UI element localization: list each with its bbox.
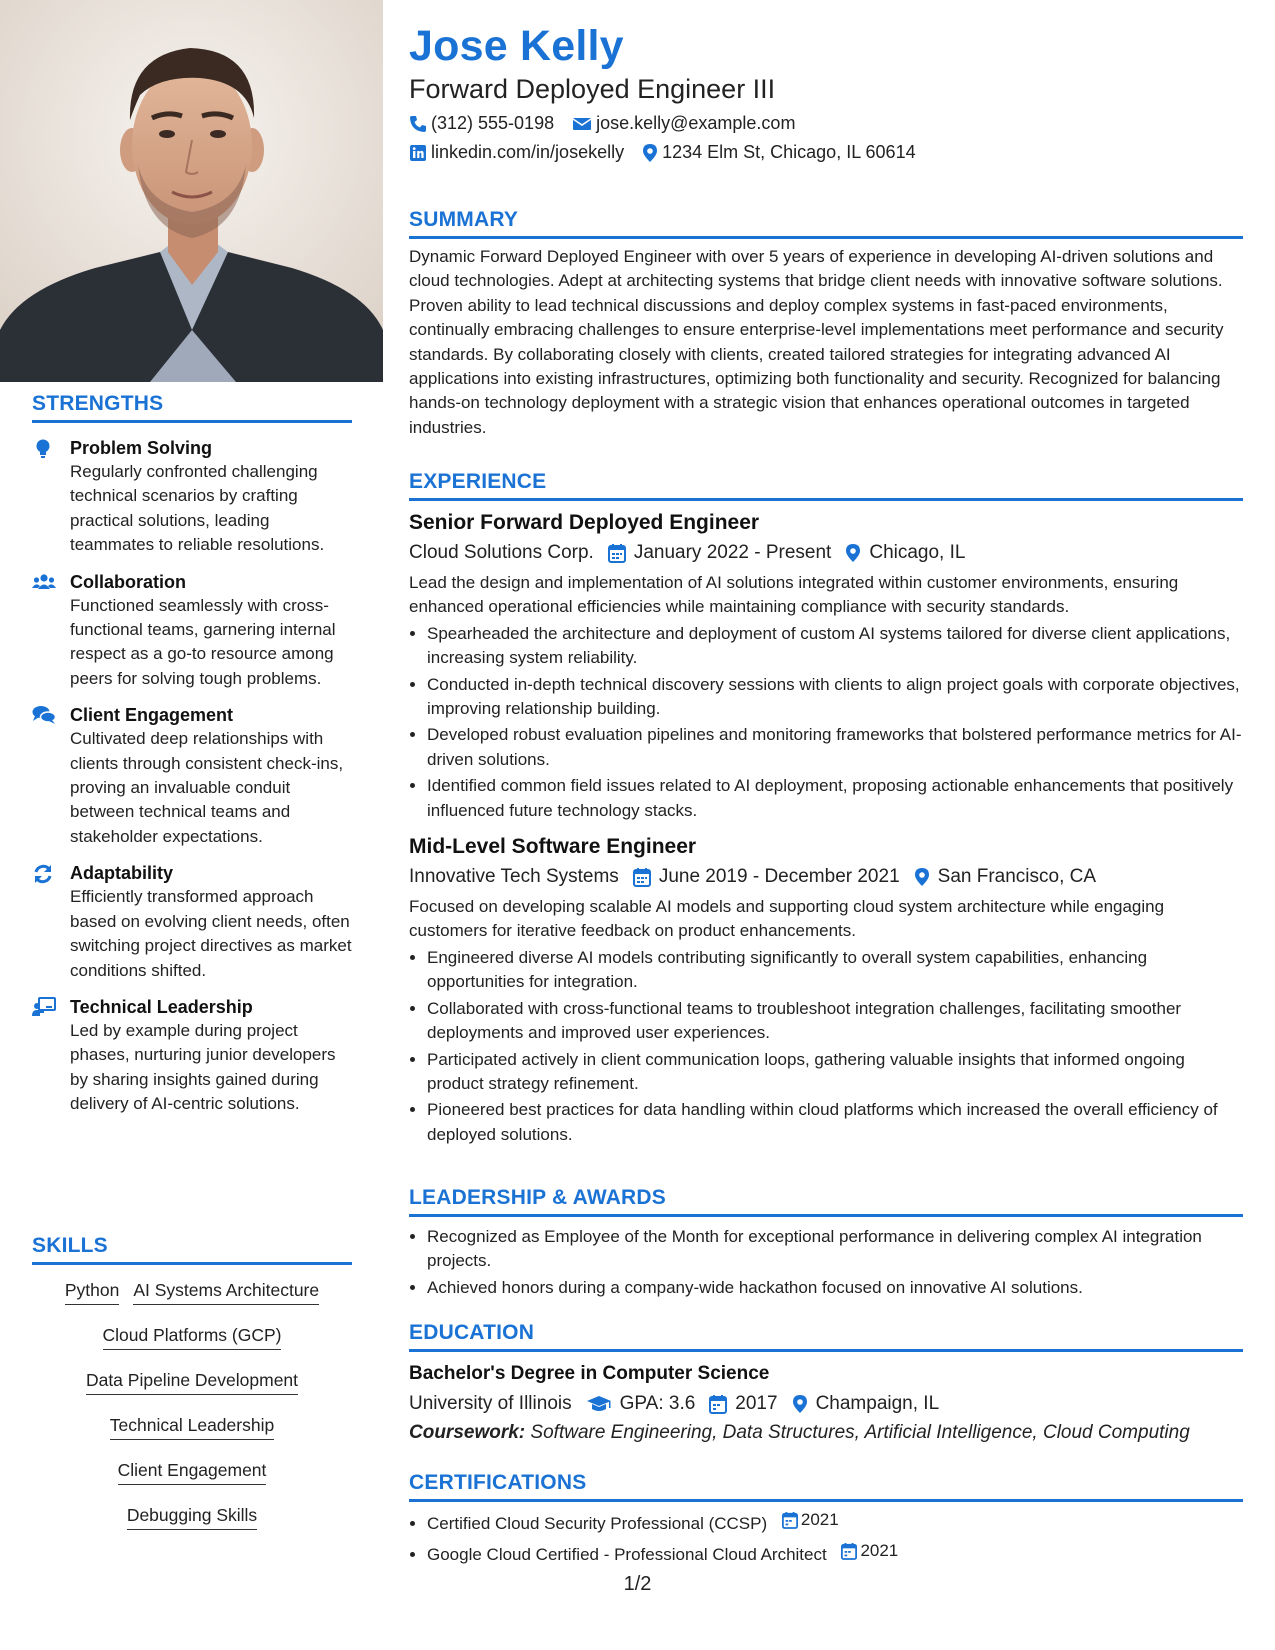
certification-name: Google Cloud Certified - Professional Cloud Architect xyxy=(427,1544,827,1564)
job-role: Mid-Level Software Engineer xyxy=(409,835,697,859)
job-location: San Francisco, CA xyxy=(937,866,1097,888)
gpa-wrap xyxy=(586,1390,696,1418)
envelope-icon xyxy=(572,116,592,132)
education-section xyxy=(409,1321,1243,1444)
calendar-icon xyxy=(608,543,626,563)
map-pin-icon xyxy=(845,543,861,563)
calendar-icon xyxy=(709,1394,727,1414)
experience-section xyxy=(409,470,1243,1149)
job-dates: June 2019 - December 2021 xyxy=(658,866,900,888)
users-icon xyxy=(32,572,56,592)
chat-icon xyxy=(32,705,56,725)
teacher-icon xyxy=(32,997,56,1017)
grad-year: 2017 xyxy=(735,1393,778,1414)
job-desc: Focused on developing scalable AI models and supporting cloud system architecture while engaging customers for iterative feedback on product enhancements. xyxy=(409,897,1165,941)
sidebar xyxy=(0,0,383,1650)
leadership-title: LEADERSHIP & AWARDS xyxy=(409,1186,1243,1217)
contact-row-1 xyxy=(409,113,813,134)
job-dates: January 2022 - Present xyxy=(633,542,832,563)
strengths-section xyxy=(32,392,352,1117)
job-bullet: • Spearheaded the architecture and deployment of custom AI systems tailored for diverse client applications, increasing system reliability. xyxy=(427,622,1243,671)
coursework xyxy=(409,1422,1243,1444)
job-company: Cloud Solutions Corp. xyxy=(409,542,594,563)
job-bullet: • Participated actively in client communication loops, gathering valuable insights that informed ongoing product strategy refinement. xyxy=(427,1048,1243,1097)
linkedin-icon xyxy=(409,144,427,162)
strength-title: Technical Leadership xyxy=(70,996,253,1017)
job-bullets xyxy=(409,622,1243,823)
coursework-text: Software Engineering, Data Structures, Artificial Intelligence, Cloud Computing xyxy=(530,1422,1190,1443)
certification-item xyxy=(427,1539,1243,1568)
job-company: Innovative Tech Systems xyxy=(409,866,619,888)
skill-tag: Technical Leadership xyxy=(110,1414,274,1440)
strength-title: Client Engagement xyxy=(70,705,234,726)
job-bullet: • Pioneered best practices for data handling within cloud platforms which increased the overall efficiency of deployed solutions. xyxy=(427,1098,1243,1147)
job-desc: Lead the design and implementation of AI solutions integrated within customer environments, ensuring enhanced operational efficiencies while maintaining compliance with security standards. xyxy=(409,573,1179,617)
education-title: EDUCATION xyxy=(409,1321,1243,1352)
skill-tag: Data Pipeline Development xyxy=(86,1369,298,1395)
job-bullet: • Developed robust evaluation pipelines and monitoring frameworks that bolstered performance metrics for AI-driven solutions. xyxy=(427,723,1243,772)
address-text: 1234 Elm St, Chicago, IL 60614 xyxy=(662,142,916,162)
job-meta xyxy=(409,863,1243,891)
linkedin-text[interactable]: linkedin.com/in/josekelly xyxy=(431,142,625,162)
grad-year-wrap xyxy=(709,1390,777,1418)
gpa: GPA: 3.6 xyxy=(619,1393,696,1414)
profile-photo xyxy=(0,0,383,382)
calendar-icon xyxy=(841,1542,857,1560)
page-number: 1/2 xyxy=(623,1573,652,1595)
strengths-title: STRENGTHS xyxy=(32,392,352,423)
phone-text: (312) 555-0198 xyxy=(431,113,555,133)
summary-section xyxy=(409,208,1243,440)
job-location-wrap xyxy=(914,863,1096,891)
certification-year-wrap xyxy=(841,1539,898,1563)
job-bullet: • Identified common field issues related to AI deployment, proposing actionable enhancements that positively influenced future technology stacks. xyxy=(427,774,1243,823)
job-bullet: • Conducted in-depth technical discovery sessions with clients to align project goals with corporate objectives, improving relationship building. xyxy=(427,673,1243,722)
strength-item xyxy=(32,436,352,558)
coursework-label: Coursework: xyxy=(409,1422,526,1443)
job-entry xyxy=(409,509,1243,823)
school-location: Champaign, IL xyxy=(815,1393,940,1414)
skill-tag: AI Systems Architecture xyxy=(133,1279,319,1305)
skill-tag: Cloud Platforms (GCP) xyxy=(103,1324,282,1350)
phone-icon xyxy=(409,115,427,133)
strength-item xyxy=(32,995,352,1117)
certifications-list xyxy=(409,1508,1243,1567)
job-dates-wrap xyxy=(633,863,900,891)
phone-contact xyxy=(409,113,554,134)
job-bullets xyxy=(409,946,1243,1147)
map-pin-icon xyxy=(642,143,658,163)
summary-title: SUMMARY xyxy=(409,208,1243,239)
candidate-title: Forward Deployed Engineer III xyxy=(409,74,776,104)
certifications-section xyxy=(409,1471,1243,1569)
skill-tag: Client Engagement xyxy=(118,1459,267,1485)
skill-tag: Debugging Skills xyxy=(127,1504,257,1530)
education-meta xyxy=(409,1390,1243,1418)
school-location-wrap xyxy=(792,1390,940,1418)
school: University of Illinois xyxy=(409,1393,572,1414)
strength-desc: Cultivated deep relationships with clients through consistent check-ins, proving an invaluable conduit between technical teams and stakeholder expectations. xyxy=(70,729,344,846)
strength-title: Collaboration xyxy=(70,571,186,592)
certification-year: 2021 xyxy=(860,1540,899,1560)
map-pin-icon xyxy=(914,867,930,887)
strength-item xyxy=(32,570,352,692)
candidate-name: Jose Kelly xyxy=(409,22,624,70)
strength-desc: Led by example during project phases, nurturing junior developers by sharing insights gained during delivery of AI-centric solutions. xyxy=(70,1020,336,1114)
job-meta xyxy=(409,539,1243,567)
certification-year: 2021 xyxy=(800,1510,839,1529)
contact-row-2 xyxy=(409,142,934,163)
strength-desc: Regularly confronted challenging technical scenarios by crafting practical solutions, leading teammates to reliable resolutions. xyxy=(70,462,325,555)
calendar-icon xyxy=(633,867,651,887)
strength-title: Adaptability xyxy=(70,863,174,884)
job-location-wrap xyxy=(845,539,965,567)
calendar-icon xyxy=(782,1511,798,1529)
linkedin-contact[interactable] xyxy=(409,142,624,163)
job-entry xyxy=(409,833,1243,1147)
certification-item xyxy=(427,1508,1243,1537)
address-contact xyxy=(642,142,916,163)
leadership-item: • Achieved honors during a company-wide hackathon focused on innovative AI solutions. xyxy=(427,1276,1243,1300)
leadership-section xyxy=(409,1186,1243,1302)
map-pin-icon xyxy=(792,1394,808,1414)
job-dates-wrap xyxy=(608,539,832,567)
skills-title: SKILLS xyxy=(32,1234,352,1265)
degree: Bachelor's Degree in Computer Science xyxy=(409,1363,770,1384)
certifications-title: CERTIFICATIONS xyxy=(409,1471,1243,1502)
sync-icon xyxy=(32,863,56,883)
job-role: Senior Forward Deployed Engineer xyxy=(409,511,760,534)
skills-section xyxy=(32,1234,352,1549)
graduation-cap-icon xyxy=(586,1395,612,1413)
skills-list xyxy=(32,1265,352,1549)
job-bullet: • Collaborated with cross-functional teams to troubleshoot integration challenges, facilitating smoother deployments and improved user experiences. xyxy=(427,997,1243,1046)
job-location: Chicago, IL xyxy=(869,542,966,563)
strength-desc: Functioned seamlessly with cross-functional teams, garnering internal respect as a go-to resource among peers for solving tough problems. xyxy=(70,595,336,688)
strength-item xyxy=(32,703,352,849)
strength-title: Problem Solving xyxy=(70,438,213,458)
experience-title: EXPERIENCE xyxy=(409,470,1243,501)
summary-text: Dynamic Forward Deployed Engineer with over 5 years of experience in developing AI-driven solutions and cloud technologies. Adept at architecting systems that bridge client needs with innovative software solutions. Proven ability to lead technical discussions and deploy complex systems in fast-paced environments, continually embracing challenges to ensure enterprise-level implementations meet performance and security standards. By collaborating closely with clients, created tailored strategies for integrating advanced AI applications into existing infrastructures, optimizing both functionality and security. Recognized for balancing hands-on technology deployment with a strategic vision that enhances operational outcomes in targeted industries. xyxy=(409,247,1224,437)
email-text[interactable]: jose.kelly@example.com xyxy=(596,113,796,133)
certification-year-wrap xyxy=(782,1508,839,1532)
leadership-item: • Recognized as Employee of the Month for exceptional performance in delivering complex AI integration projects. xyxy=(427,1225,1243,1274)
strength-item xyxy=(32,861,352,983)
job-bullet: • Engineered diverse AI models contributing significantly to overall system capabilities, enhancing opportunities for integration. xyxy=(427,946,1243,995)
skill-tag: Python xyxy=(65,1279,119,1305)
leadership-list xyxy=(409,1225,1243,1300)
strength-desc: Efficiently transformed approach based on evolving client needs, often switching project directives as market conditions shifted. xyxy=(70,887,352,980)
certification-name: Certified Cloud Security Professional (CCSP) xyxy=(427,1514,768,1534)
lightbulb-icon xyxy=(32,438,56,458)
email-contact[interactable] xyxy=(572,113,795,134)
